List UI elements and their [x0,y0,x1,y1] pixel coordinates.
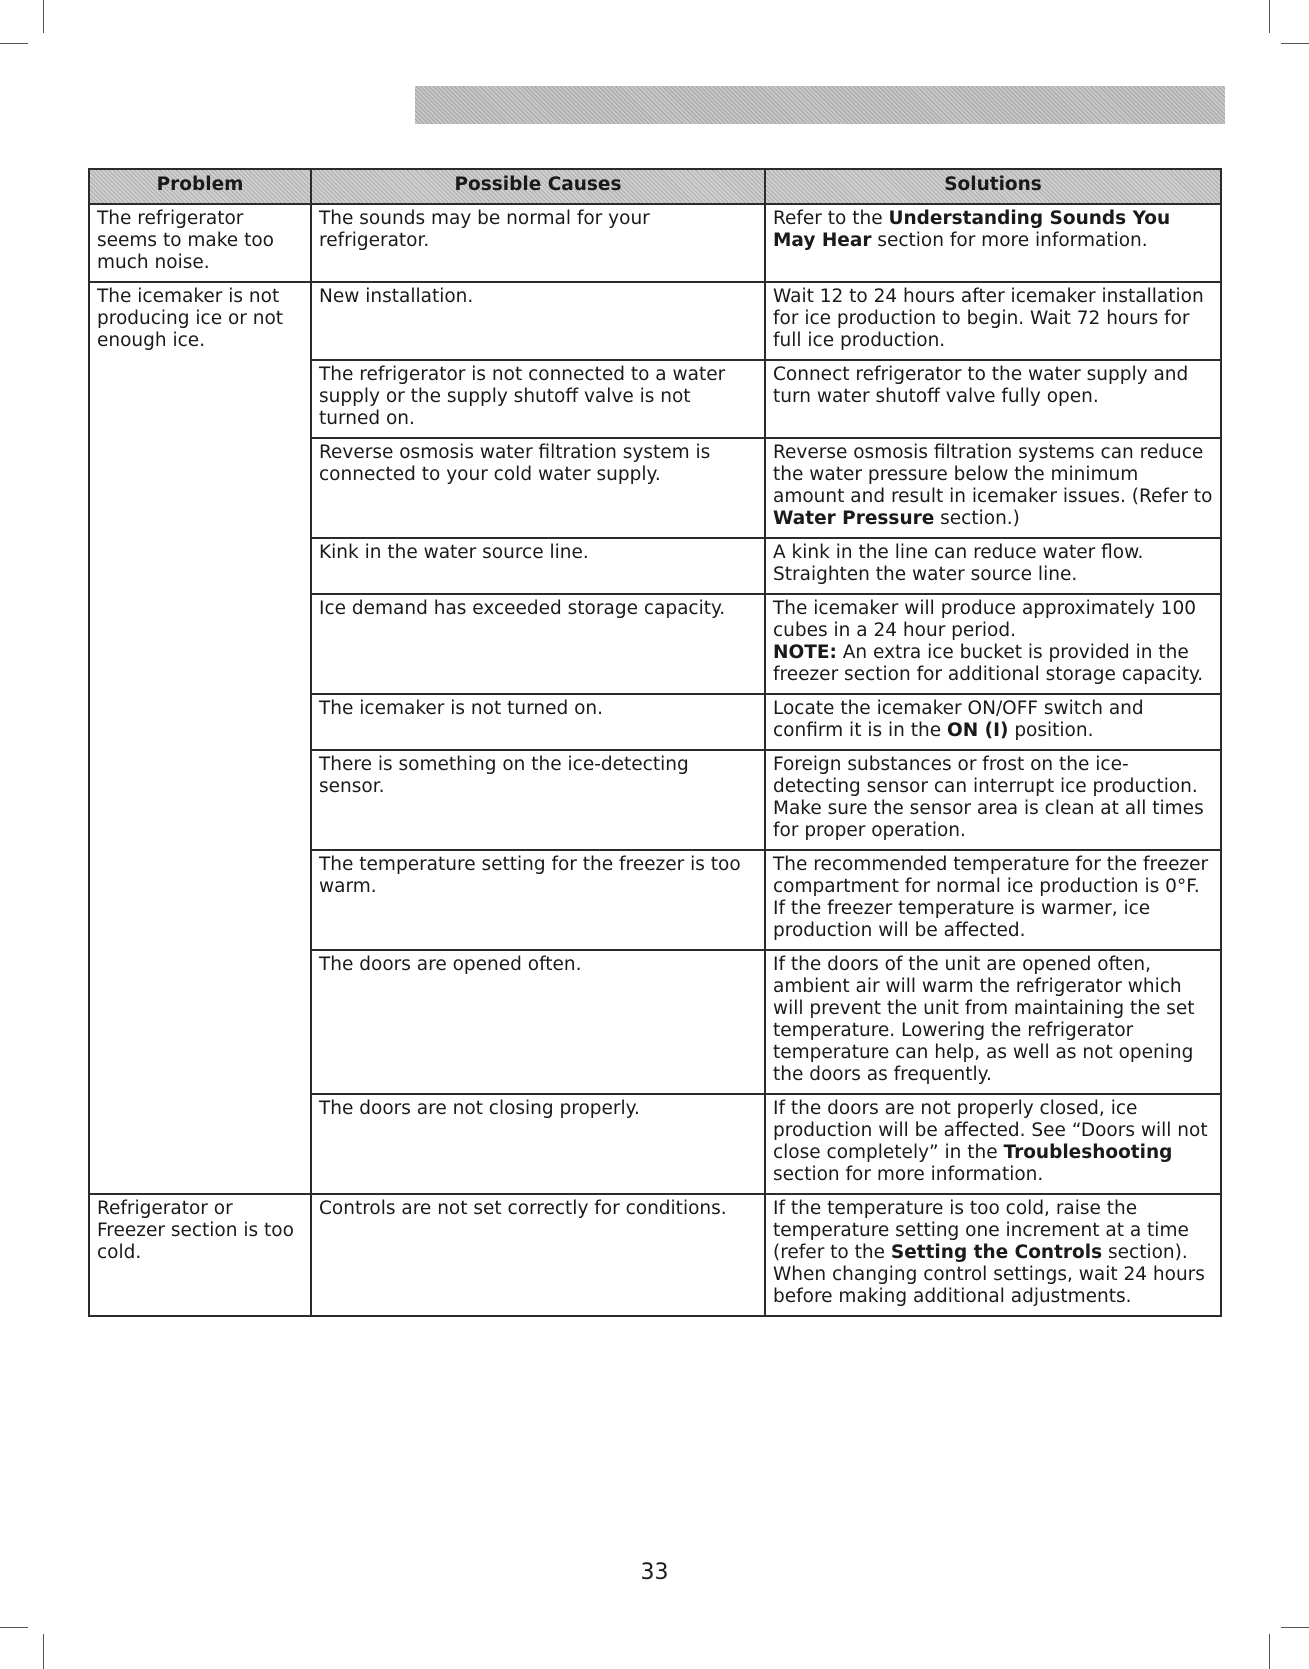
solution-text: If the doors are not properly closed, ice production will be affected. See “Doors will not close completely” in the [773,1098,1208,1163]
solution-cell [765,1194,1221,1316]
cause-cell: Reverse osmosis water filtration system is connected to your cold water supply. [311,438,765,538]
cause-cell: The icemaker is not turned on. [311,694,765,750]
troubleshooting-table [88,168,1222,1317]
solution-bold-text: Understanding Sounds You May Hear [773,208,1171,251]
solution-text: The icemaker will produce approximately 100 cubes in a 24 hour period. [773,598,1196,641]
solution-cell [765,950,1221,1094]
cause-cell: The doors are opened often. [311,950,765,1094]
solution-cell [765,438,1221,538]
solution-cell [765,750,1221,850]
problem-cell: Refrigerator or Freezer section is too cold. [89,1194,311,1316]
table-header-row [89,169,1221,204]
solution-bold-text: NOTE: [773,642,837,663]
cause-cell: The sounds may be normal for your refrigerator. [311,204,765,282]
table-row [89,282,1221,360]
cause-cell: Controls are not set correctly for conditions. [311,1194,765,1316]
cause-cell: There is something on the ice-detecting sensor. [311,750,765,850]
header-possible-causes: Possible Causes [311,169,765,204]
crop-mark [0,1627,28,1628]
cause-cell: Ice demand has exceeded storage capacity. [311,594,765,694]
page-number: 33 [640,1560,669,1585]
header-problem: Problem [89,169,311,204]
problem-cell: The icemaker is not producing ice or not enough ice. [89,282,311,1194]
table-row [89,1194,1221,1316]
solution-text: If the doors of the unit are opened often, ambient air will warm the refrigerator which will prevent the unit from maintaining the set temperature. Lowering the refrigerator temperature can help, as well as not opening the doors as frequently. [773,954,1195,1085]
solution-text: Wait 12 to 24 hours after icemaker installation for ice production to begin. Wait 72 hours for full ice production. [773,286,1204,351]
solution-text: Foreign substances or frost on the ice-detecting sensor can interrupt ice production. Make sure the sensor area is clean at all times for proper operation. [773,754,1204,841]
solution-cell [765,594,1221,694]
solution-cell [765,538,1221,594]
crop-mark [1269,1634,1270,1669]
header-solutions: Solutions [765,169,1221,204]
solution-text: Reverse osmosis filtration systems can reduce the water pressure below the minimum amount and result in icemaker issues. (Refer to [773,442,1213,507]
solution-text: section.) [934,508,1020,529]
solution-cell [765,360,1221,438]
solution-text: section for more information. [773,1164,1044,1185]
solution-text: A kink in the line can reduce water flow. Straighten the water source line. [773,542,1144,585]
solution-cell [765,694,1221,750]
cause-cell: The temperature setting for the freezer is too warm. [311,850,765,950]
solution-bold-text: Troubleshooting [1003,1142,1173,1163]
solution-text: An extra ice bucket is provided in the freezer section for additional storage capacity. [773,642,1204,685]
table-body [89,204,1221,1316]
crop-mark [1281,1627,1309,1628]
solution-text: The recommended temperature for the freezer compartment for normal ice production is 0°F. If the freezer temperature is warmer, ice production will be affected. [773,854,1209,941]
solution-text: Locate the icemaker ON/OFF switch and confirm it is in the [773,698,1144,741]
crop-mark [43,1634,44,1669]
problem-cell: The refrigerator seems to make too much noise. [89,204,311,282]
solution-bold-text: ON (I) [946,720,1009,741]
solution-cell [765,1094,1221,1194]
crop-mark [1269,0,1270,33]
cause-cell: The refrigerator is not connected to a water supply or the supply shutoff valve is not turned on. [311,360,765,438]
crop-mark [43,0,44,33]
solution-cell [765,850,1221,950]
cause-cell: New installation. [311,282,765,360]
table-row [89,204,1221,282]
section-header-band [415,86,1225,124]
solution-bold-text: Water Pressure [773,508,935,529]
crop-mark [0,43,28,44]
solution-cell [765,204,1221,282]
solution-bold-text: Setting the Controls [890,1242,1103,1263]
cause-cell: The doors are not closing properly. [311,1094,765,1194]
crop-mark [1281,43,1309,44]
solution-text: If the temperature is too cold, raise the temperature setting one increment at a time (refer to the [773,1198,1189,1263]
solution-text: Refer to the [773,208,889,229]
solution-text: Connect refrigerator to the water supply and turn water shutoff valve fully open. [773,364,1189,407]
cause-cell: Kink in the water source line. [311,538,765,594]
solution-text: section). When changing control settings, wait 24 hours before making additional adjustments. [773,1242,1205,1307]
solution-text: section for more information. [871,230,1148,251]
solution-cell [765,282,1221,360]
solution-text: position. [1008,720,1094,741]
